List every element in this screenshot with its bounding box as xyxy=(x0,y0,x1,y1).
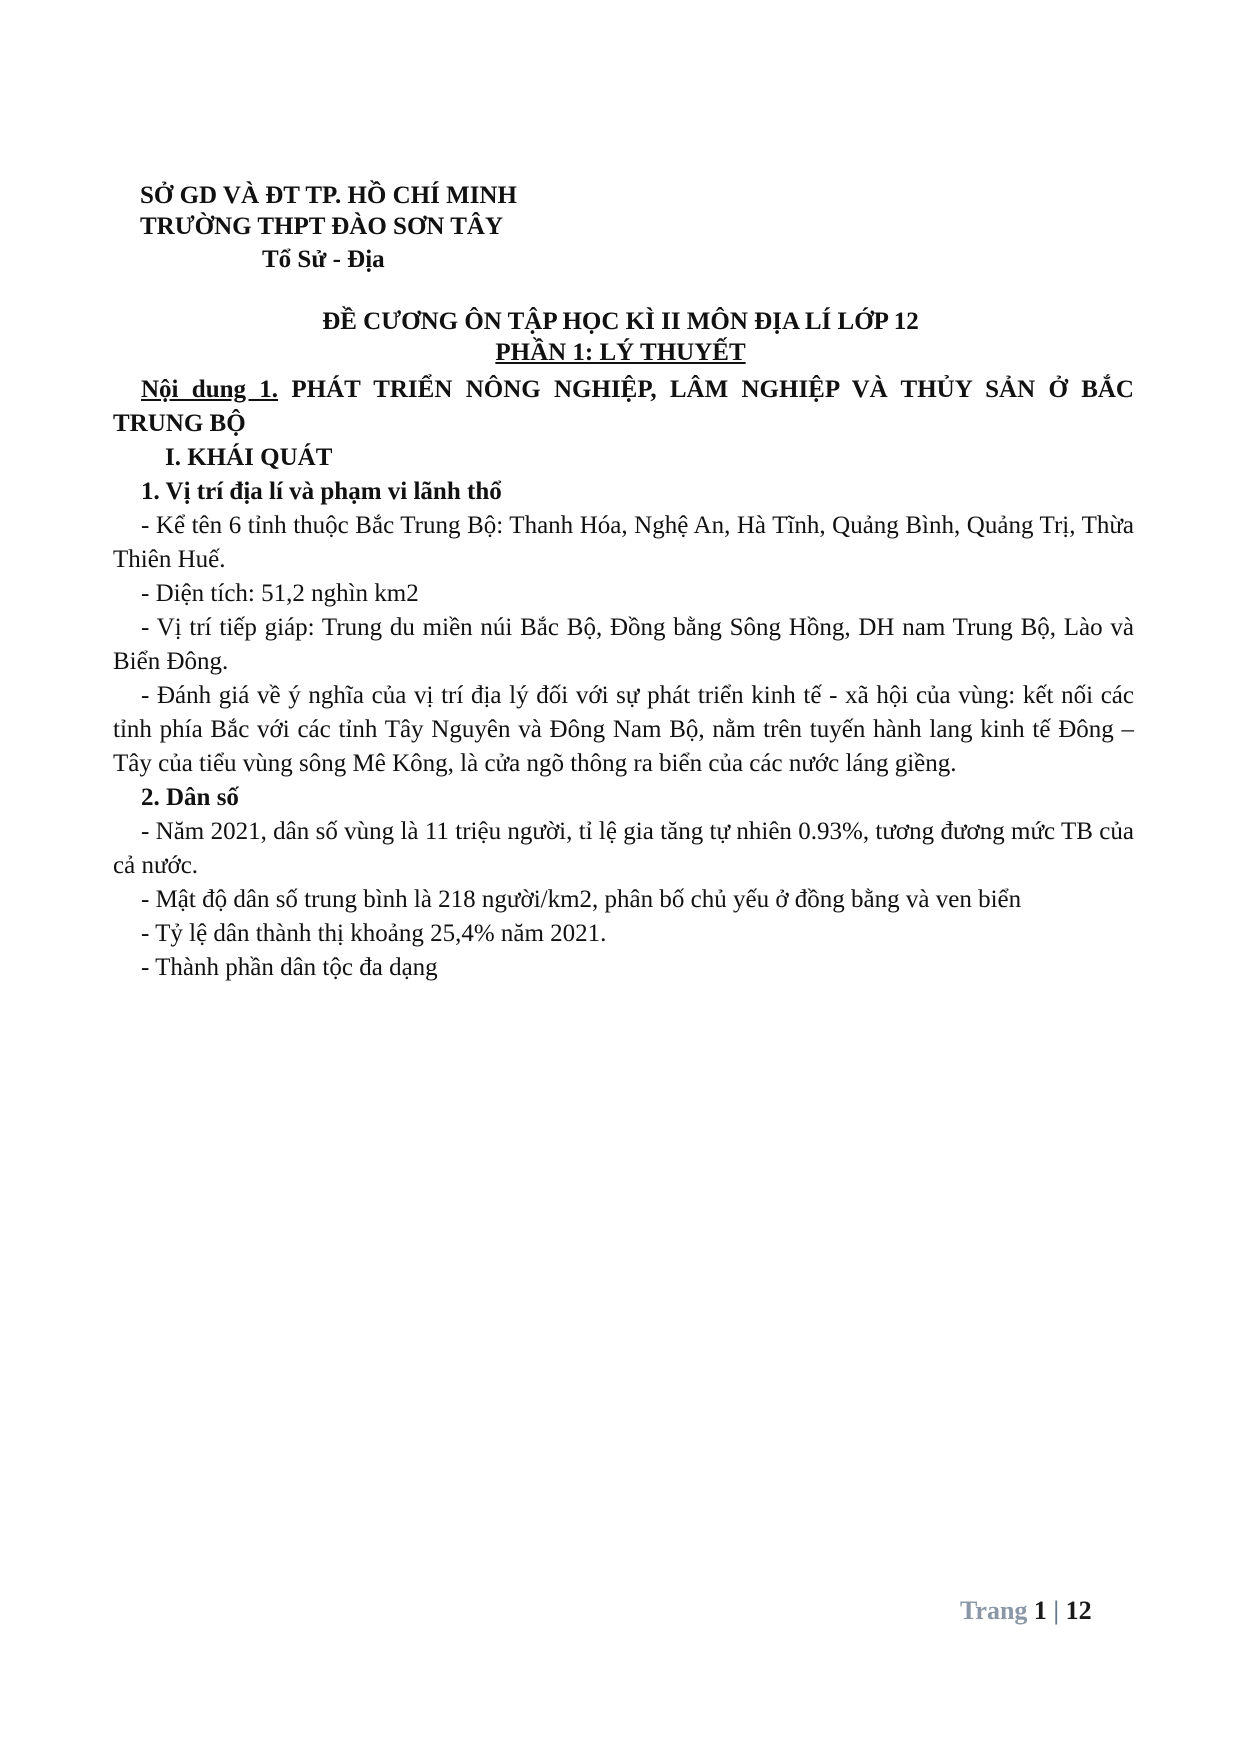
section-heading: I. KHÁI QUÁT xyxy=(165,444,333,471)
school-name: TRƯỜNG THPT ĐÀO SƠN TÂY xyxy=(140,213,504,240)
page-number: 1 xyxy=(1033,1596,1047,1625)
paragraph: - Diện tích: 51,2 nghìn km2 xyxy=(141,580,419,607)
document-body xyxy=(113,373,1134,985)
page-label: Trang xyxy=(960,1596,1028,1625)
content-label: Nội dung 1. xyxy=(141,376,279,403)
subsection-heading: 1. Vị trí địa lí và phạm vi lãnh thổ xyxy=(141,478,502,505)
page-total: 12 xyxy=(1065,1596,1092,1625)
content-heading xyxy=(113,373,1134,441)
document-title: ĐỀ CƯƠNG ÔN TẬP HỌC KÌ II MÔN ĐỊA LÍ LỚP 12 xyxy=(322,308,919,335)
group-name: Tổ Sử - Địa xyxy=(262,246,385,273)
paragraph: - Tỷ lệ dân thành thị khoảng 25,4% năm 2021. xyxy=(141,920,607,947)
subsection-heading: 2. Dân số xyxy=(141,784,239,811)
part-title-text: PHẦN 1: LÝ THUYẾT xyxy=(495,339,746,366)
paragraph: - Kể tên 6 tỉnh thuộc Bắc Trung Bộ: Thanh Hóa, Nghệ An, Hà Tĩnh, Quảng Bình, Quảng Trị, Thừa Thiên Huế. xyxy=(113,512,1134,573)
department-name: SỞ GD VÀ ĐT TP. HỒ CHÍ MINH xyxy=(140,182,517,209)
paragraph: - Năm 2021, dân số vùng là 11 triệu người, tỉ lệ gia tăng tự nhiên 0.93%, tương đương mức TB của cả nước. xyxy=(113,818,1134,879)
paragraph: - Mật độ dân số trung bình là 218 người/km2, phân bố chủ yếu ở đồng bằng và ven biển xyxy=(141,886,1022,913)
content-title: PHÁT TRIỂN NÔNG NGHIỆP, LÂM NGHIỆP VÀ THỦY SẢN Ở BẮC TRUNG BỘ xyxy=(113,376,1134,437)
paragraph: - Vị trí tiếp giáp: Trung du miền núi Bắc Bộ, Đồng bằng Sông Hồng, DH nam Trung Bộ, Lào và Biển Đông. xyxy=(113,614,1134,675)
page-footer xyxy=(960,1596,1092,1626)
paragraph: - Đánh giá về ý nghĩa của vị trí địa lý đối với sự phát triển kinh tế - xã hội của vùng: kết nối các tỉnh phía Bắc với các tỉnh Tây Nguyên và Đông Nam Bộ, nằm trên tuyến hành lang kinh tế Đông – Tây của tiểu vùng sông Mê Kông, là cửa ngõ thông ra biển của các nước láng giềng. xyxy=(113,682,1134,777)
part-title xyxy=(0,339,1241,367)
page-separator: | xyxy=(1053,1596,1060,1625)
paragraph: - Thành phần dân tộc đa dạng xyxy=(141,954,438,981)
